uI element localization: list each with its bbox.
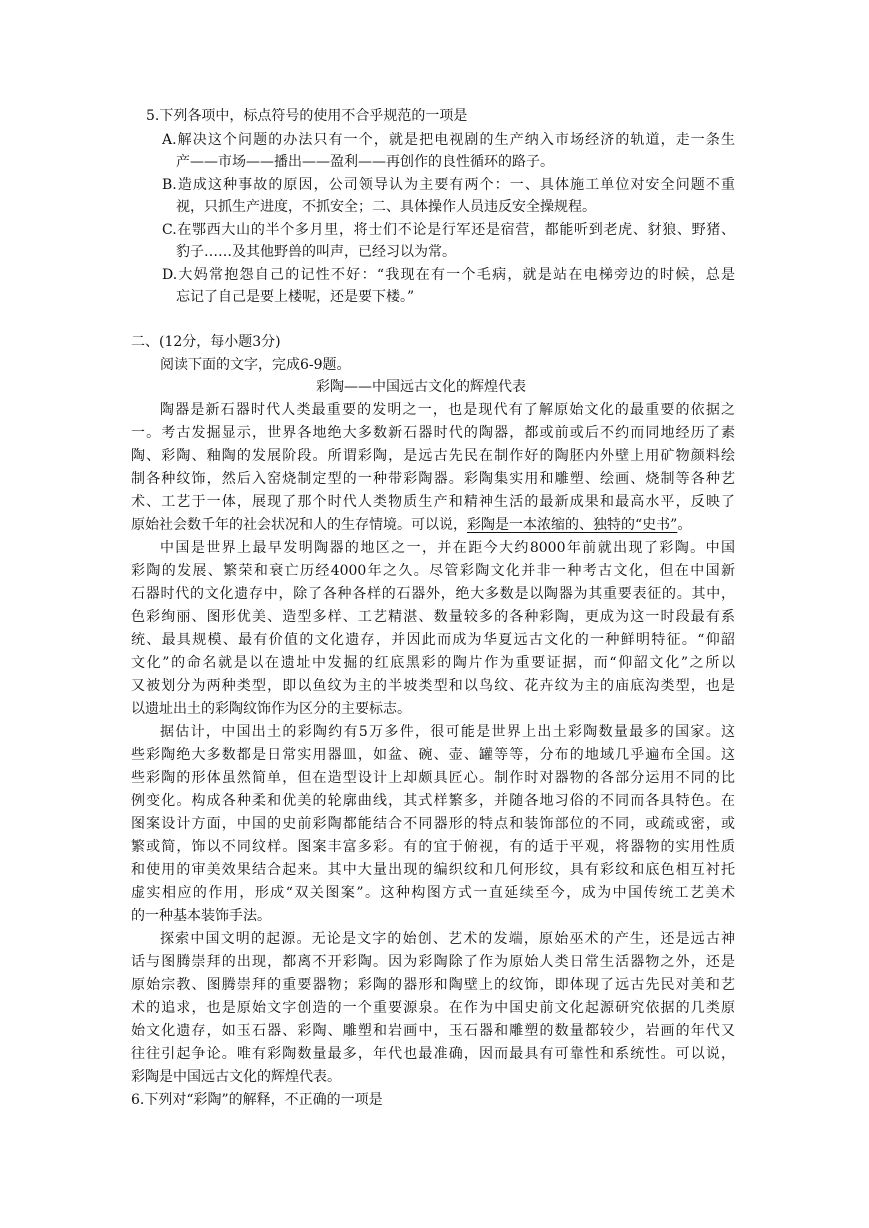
p1-line-5: 术、工艺于一体，展现了那个时代人类物质生产和精神生活的最新成果和最高水平，反映了 xyxy=(131,494,735,510)
p2-line-1: 中国是世界上最早发明陶器的地区之一，并在距今大约8000年前就出现了彩陶。中国 xyxy=(160,540,735,556)
q5-stem: 5.下列各项中，标点符号的使用不合乎规范的一项是 xyxy=(146,108,468,124)
article-title: 彩陶——中国远古文化的辉煌代表 xyxy=(316,379,526,395)
q6-stem: 6.下列对“彩陶”的解释，不正确的一项是 xyxy=(131,1092,383,1108)
p4-line-6: 往往引起争论。唯有彩陶数量最多，年代也最准确，因而最具有可靠性和系统性。可以说， xyxy=(131,1046,735,1062)
section2-heading: 二、(12分，每小题3分) xyxy=(131,334,281,350)
q5-option-b-line1: B.造成这种事故的原因，公司领导认为主要有两个：一、具体施工单位对安全问题不重 xyxy=(162,177,735,193)
p2-line-6: 文化”的命名就是以在遗址中发掘的红底黑彩的陶片作为重要证据，而“仰韶文化”之所以 xyxy=(131,655,735,671)
p3-line-1: 据估计，中国出土的彩陶约有5万多件，很可能是世界上出土彩陶数量最多的国家。这 xyxy=(160,724,735,740)
p3-line-2: 些彩陶绝大多数都是日常实用器皿，如盆、碗、壶、罐等等，分布的地域几乎遍布全国。这 xyxy=(131,747,735,763)
section2-instruction: 阅读下面的文字，完成6-9题。 xyxy=(160,357,351,373)
p4-line-5: 始文化遗存，如玉石器、彩陶、雕塑和岩画中，玉石器和雕塑的数量都较少，岩画的年代又 xyxy=(131,1023,735,1039)
p1-line-4: 制各种纹饰，然后入窑烧制定型的一种带彩陶器。彩陶集实用和雕塑、绘画、烧制等各种艺 xyxy=(131,471,735,487)
q5-option-d-line2: 忘记了自己是要上楼呢，还是要下楼。” xyxy=(176,289,415,305)
p1-last-prefix: 原始社会数千年的社会状况和人的生存情境。可以说， xyxy=(131,517,467,533)
p1-line-1: 陶器是新石器时代人类最重要的发明之一，也是现代有了解原始文化的最重要的依据之 xyxy=(160,402,735,418)
q5-option-c-line1: C.在鄂西大山的半个多月里，将士们不论是行军还是宿营，都能听到老虎、豺狼、野猪、 xyxy=(162,222,735,238)
q5-option-c-line2: 豹子……及其他野兽的叫声，已经习以为常。 xyxy=(176,244,456,260)
q5-option-a-line1: A.解决这个问题的办法只有一个，就是把电视剧的生产纳入市场经济的轨道，走一条生 xyxy=(162,132,735,148)
p3-line-5: 图案设计方面，中国的史前彩陶都能结合不同器形的特点和装饰部位的不同，或疏或密，或 xyxy=(131,816,735,832)
p3-line-8: 虚实相应的作用，形成“双关图案”。这种构图方式一直延续至今，成为中国传统工艺美术 xyxy=(131,885,735,901)
p2-line-8: 以遗址出土的彩陶纹饰作为区分的主要标志。 xyxy=(131,701,411,717)
p2-line-7: 又被划分为两种类型，即以鱼纹为主的半坡类型和以鸟纹、花卉纹为主的庙底沟类型，也是 xyxy=(131,678,735,694)
p1-line-6 xyxy=(131,516,691,534)
p3-line-9: 的一种基本装饰手法。 xyxy=(131,908,271,924)
p3-line-4: 例变化。构成各种柔和优美的轮廓曲线，其式样繁多，并随各地习俗的不同而各具特色。在 xyxy=(131,793,735,809)
q5-option-d-line1: D.大妈常抱怨自己的记性不好：“我现在有一个毛病，就是站在电梯旁边的时候，总是 xyxy=(162,267,735,283)
underlined-phrase: 彩陶是一本浓缩的、独特的“史书” xyxy=(467,517,678,533)
p3-line-3: 些彩陶的形体虽然简单，但在造型设计上却颇具匠心。制作时对器物的各部分运用不同的比 xyxy=(131,770,735,786)
p1-last-suffix: 。 xyxy=(677,517,692,533)
p4-line-4: 术的追求，也是原始文字创造的一个重要源泉。在作为中国史前文化起源研究依据的几类原 xyxy=(131,1000,735,1016)
p4-line-3: 原始宗教、图腾崇拜的重要器物；彩陶的器形和陶壁上的纹饰，即体现了远古先民对美和艺 xyxy=(131,977,735,993)
p2-line-3: 石器时代的文化遗存中，除了各种各样的石器外，绝大多数是以陶器为其重要表征的。其中， xyxy=(131,586,735,602)
p2-line-5: 统、最具规模、最有价值的文化遗存，并因此而成为华夏远古文化的一种鲜明特征。“仰韶 xyxy=(131,632,735,648)
p2-line-2: 彩陶的发展、繁荣和衰亡历经4000年之久。尽管彩陶文化并非一种考古文化，但在中国新 xyxy=(131,563,735,579)
p2-line-4: 色彩绚丽、图形优美、造型多样、工艺精湛、数量较多的各种彩陶，更成为这一时段最有系 xyxy=(131,609,735,625)
p4-line-7: 彩陶是中国远古文化的辉煌代表。 xyxy=(131,1069,341,1085)
p1-line-2: 一。考古发掘显示，世界各地绝大多数新石器时代的陶器，都或前或后不约而同地经历了素 xyxy=(131,425,735,441)
q5-option-a-line2: 产——市场——播出——盈利——再创作的良性循环的路子。 xyxy=(176,154,554,170)
p3-line-6: 繁或简，饰以不同纹样。图案丰富多彩。有的宜于俯视，有的适于平观，将器物的实用性质 xyxy=(131,839,735,855)
q5-option-b-line2: 视，只抓生产进度，不抓安全；二、具体操作人员违反安全操规程。 xyxy=(176,199,596,215)
p4-line-2: 话与图腾崇拜的出现，都离不开彩陶。因为彩陶除了作为原始人类日常生活器物之外，还是 xyxy=(131,954,735,970)
p4-line-1: 探索中国文明的起源。无论是文字的始创、艺术的发端，原始巫术的产生，还是远古神 xyxy=(160,931,735,947)
p3-line-7: 和使用的审美效果结合起来。其中大量出现的编织纹和几何形纹，具有彩纹和底色相互衬托 xyxy=(131,862,735,878)
p1-line-3: 陶、彩陶、釉陶的发展阶段。所谓彩陶，是远古先民在制作好的陶胚内外壁上用矿物颜料绘 xyxy=(131,448,735,464)
